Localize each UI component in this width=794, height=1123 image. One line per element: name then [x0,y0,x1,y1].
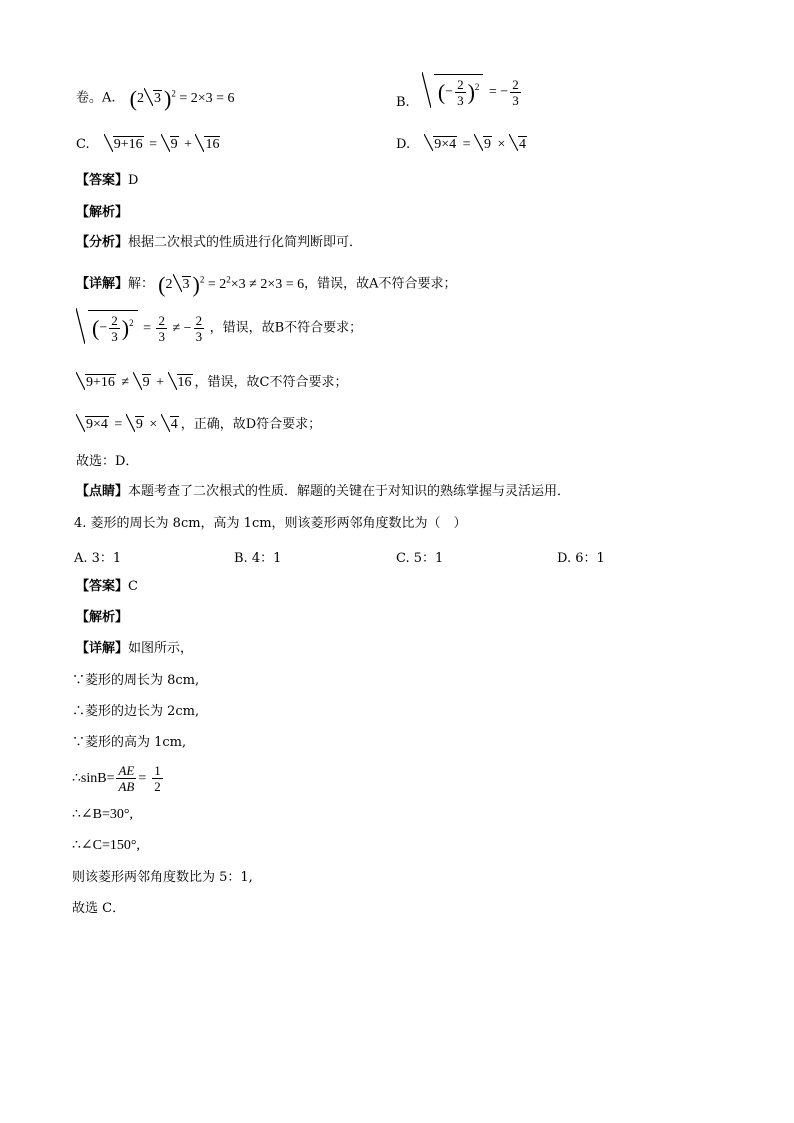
fraction-den: 2 [154,779,161,794]
option-a-prefix: 卷。A. [76,90,116,106]
fenxi-text: 根据二次根式的性质进行化简判断即可． [128,235,363,250]
q3-step-b [76,310,362,346]
answer-value: D [128,173,139,188]
q4-stem: 4. 菱形的周长为 8cm，高为 1cm，则该菱形两邻角度数比为（ ） [74,516,467,531]
answer-tag: 【答案】 [76,579,129,594]
q4-option-c: C. 5：1 [396,551,444,566]
q3-step-d [76,416,321,434]
q4-detail-3: ∴菱形的边长为 2cm, [72,704,200,719]
step-b-post: ，错误，故B不符合要求； [209,320,363,336]
step-c-formula: 9+16 ≠ 9 + 16 [76,375,195,390]
q4-detail-4: ∵菱形的高为 1cm, [72,735,187,750]
xiangjie-tag: 【详解】 [76,276,129,292]
q4-analysis-tag [76,609,128,627]
q4-option-b: B. 4：1 [234,551,282,566]
dianjing-tag: 【点睛】 [76,484,129,499]
answer-tag: 【答案】 [76,173,129,188]
option-b-label: B. [396,94,410,110]
fraction-num: AE [118,763,135,778]
q4-detail-9: 故选 C． [72,901,126,916]
q3-analysis-tag [76,204,128,222]
q3-dianjing [76,483,570,501]
analysis-tag: 【解析】 [76,610,129,625]
option-c-row [76,136,222,154]
option-a-formula: (2 3 )$^2$ = 2×3 = 6 [129,85,235,111]
q4-option-a: A. 3：1 [74,551,122,566]
detail-line-1: 如图所示， [128,641,194,656]
q3-answer [76,172,138,190]
option-b-formula: (− $\frac{2}{3}$ )$^2$ = − $\frac{2}{3}$ [422,74,523,110]
analysis-tag: 【解析】 [76,205,129,220]
q4-option-d: D. 6：1 [557,551,605,566]
sin-prefix: ∴sinB= [72,771,115,786]
q4-answer [76,578,138,596]
q4-detail-6: ∴∠B=30°, [72,807,133,822]
fraction-den: AB [118,779,135,794]
step-d-post: ，正确，故D符合要求； [180,417,322,432]
answer-value: C [128,579,138,594]
option-a-row [76,84,235,109]
equals-sign: = [138,771,147,786]
step-b-formula: (− $\frac{2}{3}$ )$^2$ = $\frac{2}{3}$ ≠ − $\frac{2}{3}$ [76,321,210,336]
q4-detail-8: 则该菱形两邻角度数比为 5：1, [72,870,253,885]
option-c-formula: 9+16 = 9 + 16 [104,137,223,152]
half-fraction [152,763,163,794]
ae-ab-fraction [116,763,136,794]
q4-detail-1 [76,640,193,658]
fenxi-tag: 【分析】 [76,235,129,250]
step-a-post: ，错误，故A不符合要求； [304,276,457,292]
q3-conclusion: 故选：D． [76,454,139,469]
q4-detail-7: ∴∠C=150°, [72,838,140,853]
dianjing-text: 本题考查了二次根式的性质．解题的关键在于对知识的熟练掌握与灵活运用． [128,484,571,499]
fraction-num: 1 [154,763,161,778]
option-d-label: D. [396,137,411,152]
option-b-row [396,74,523,110]
q3-fenxi [76,234,362,252]
option-d-formula: 9×4 = 9 × 4 [424,137,529,152]
q4-detail-2: ∵菱形的周长为 8cm, [72,673,200,688]
option-c-label: C. [76,137,90,152]
step-a-formula: (2 3 )$^2 = 2^2\times 3 \ne 2\times 3 = 6$ [158,271,305,297]
step-a-pre: 解： [128,276,155,292]
option-d-row [396,136,529,153]
xiangjie-tag: 【详解】 [76,641,129,656]
step-d-formula: 9×4 = 9 × 4 [76,417,181,432]
q3-step-c [76,374,347,392]
step-c-post: ，错误，故C不符合要求； [194,375,348,390]
q4-detail-5 [72,763,165,794]
q3-step-a [76,270,457,295]
